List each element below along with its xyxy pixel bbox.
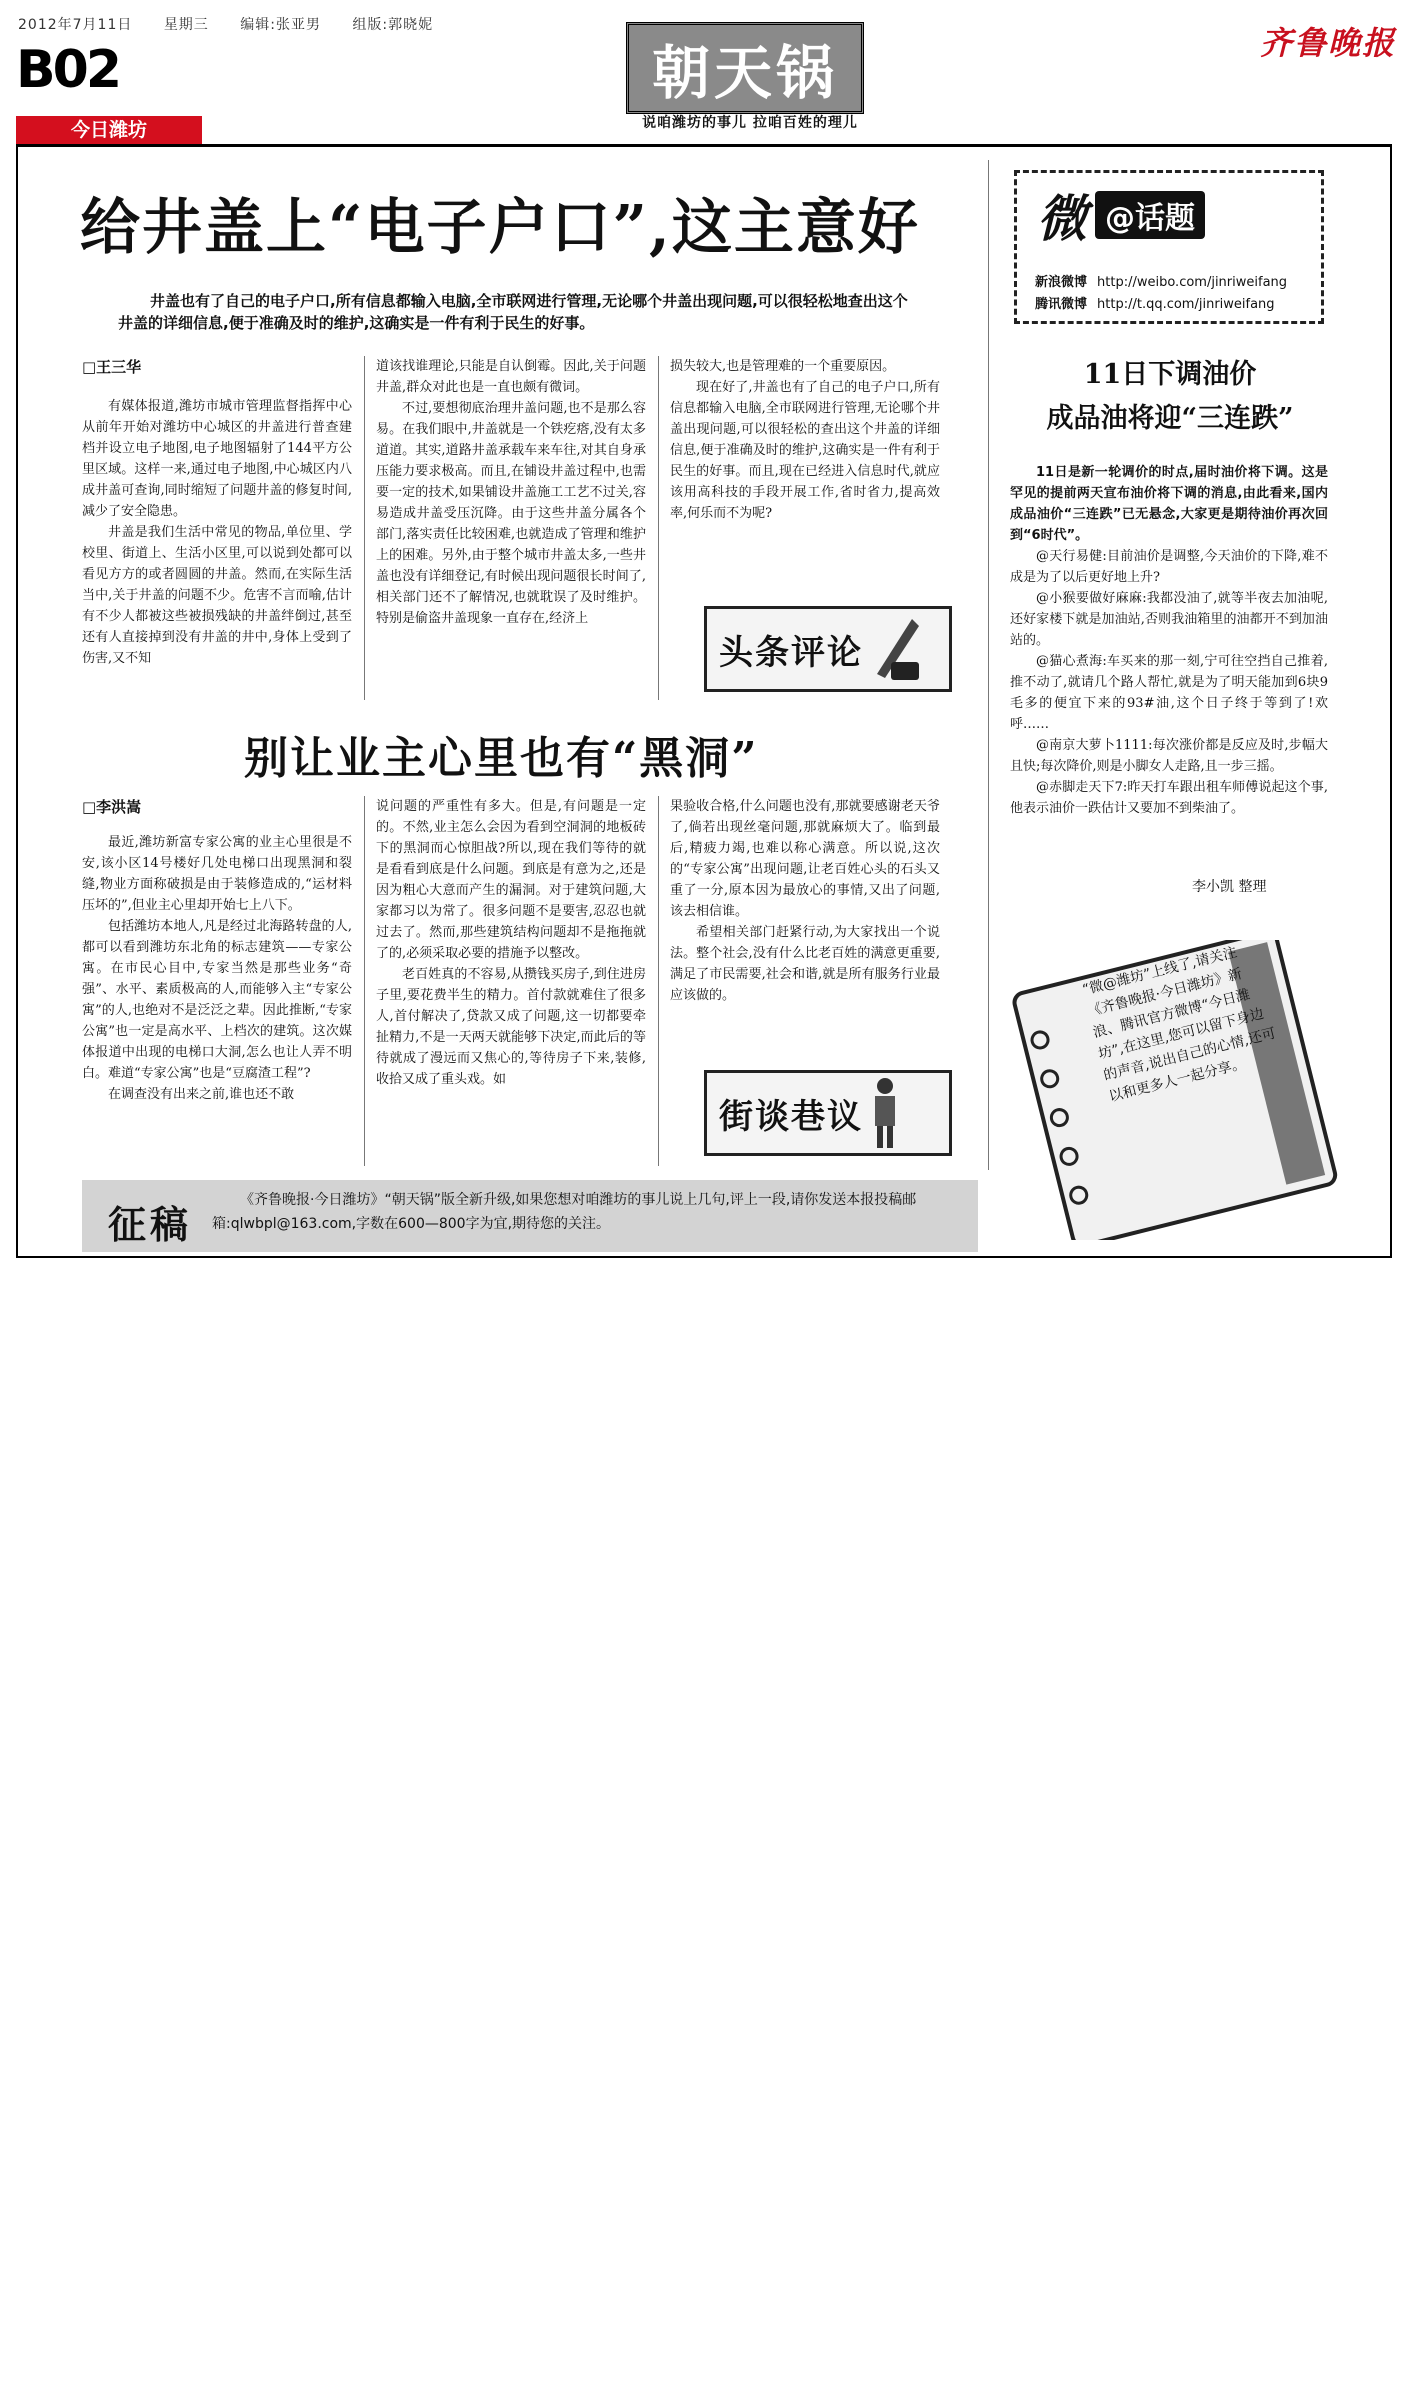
column-divider: [658, 796, 659, 1166]
paragraph: 损失较大,也是管理难的一个重要原因。: [670, 359, 896, 374]
right-title-2: 成品油将迎“三连跌”: [1046, 403, 1294, 434]
weibo-comment: @赤脚走天下7:昨天打车跟出租车师傅说起这个事,他表示油价一跌估计又要加不到柴油了。: [1010, 780, 1328, 816]
section-tag: 今日潍坊: [16, 116, 202, 144]
quill-ink-icon: [867, 614, 927, 684]
submission-text: 《齐鲁晚报·今日潍坊》“朝天锅”版全新升级,如果您想对咱潍坊的事儿说上几句,评上一段,请你发送本报投稿邮箱:qlwbpl@163.com,字数在600—800字为宜,期待您的关注。: [212, 1192, 917, 1232]
weibo-sina-line: [1035, 271, 1287, 290]
masthead-title: 朝天锅: [651, 39, 838, 107]
weibo-at-badge: @话题: [1095, 191, 1205, 239]
layout-credit: 组版:郭晓妮: [352, 17, 434, 33]
article1-column-3: [670, 356, 940, 524]
weibo-tencent-url[interactable]: http://t.qq.com/jinriweifang: [1097, 297, 1275, 312]
paragraph: 现在好了,井盖也有了自己的电子户口,所有信息都输入电脑,全市联网进行管理,无论哪个井盖出现问题,可以很轻松的查出这个井盖的详细信息,便于准确及时的维护,这确实是一件有利于民生的好事。而且,现在已经进入信息时代,就应该用高科技的手段开展工作,省时省力,提高效率,何乐而不为呢?: [670, 380, 940, 521]
paragraph: 老百姓真的不容易,从攒钱买房子,到住进房子里,要花费半生的精力。首付款就难住了很多人,首付解决了,贷款又成了问题,这一切都要牵扯精力,不是一天两天就能够下决定,而此后的等待就成了漫远而又焦心的,等待房子下来,装修,收拾又成了重头戏。如: [376, 967, 646, 1087]
article1-byline: □王三华: [82, 358, 142, 376]
right-column-text: [1010, 462, 1328, 819]
article2-column-2: [376, 796, 646, 1090]
masthead-logo: [626, 22, 864, 114]
masthead-subtitle: 说咱潍坊的事儿 拉咱百姓的理儿: [642, 115, 858, 131]
weibo-title: [1037, 181, 1307, 249]
right-column-divider: [988, 160, 989, 1170]
article2-headline: 别让业主心里也有“黑洞”: [244, 733, 759, 784]
weibo-topic-box: [1014, 170, 1324, 324]
speaker-figure-icon: [865, 1076, 905, 1150]
article2-byline: □李洪嵩: [82, 798, 142, 816]
article2-column-3: [670, 796, 940, 1006]
article2-column-1: [82, 832, 352, 1105]
article1-headline: 给井盖上“电子户口”,这主意好: [80, 193, 920, 263]
headline-comment-label: [704, 606, 952, 692]
article1-column-1: [82, 396, 352, 669]
street-talk-label: [704, 1070, 952, 1156]
weibo-sina-url[interactable]: http://weibo.com/jinriweifang: [1097, 275, 1288, 290]
label-text: 街谈巷议: [719, 1096, 863, 1137]
right-lead: 11日是新一轮调价的时点,届时油价将下调。这是罕见的提前两天宣布油价将下调的消息,由此看来,国内成品油价“三连跌”已无悬念,大家更是期待油价再次回到“6时代”。: [1010, 465, 1328, 543]
weibo-wei-char: 微: [1037, 189, 1087, 248]
paragraph: 最近,潍坊新富专家公寓的业主心里很是不安,该小区14号楼好几处电梯口出现黑洞和裂缝,物业方面称破损是由于装修造成的,“运材料压坏的”,但业主心里却开始七上八下。: [82, 835, 352, 913]
header-meta: [18, 14, 459, 34]
issue-weekday: 星期三: [163, 17, 209, 33]
weibo-comment: @天行易健:目前油价是调整,今天油价的下降,难不成是为了以后更好地上升?: [1010, 549, 1328, 585]
notebook-text: “微@潍坊”上线了,请关注《齐鲁晚报·今日潍坊》新浪、腾讯官方微博“今日潍坊”,在这里,您可以留下身边的声音,说出自己的心情,还可以和更多人一起分享。: [1080, 944, 1278, 1106]
newspaper-brand: 齐鲁晚报: [1260, 24, 1397, 62]
paragraph: 有媒体报道,潍坊市城市管理监督指挥中心从前年开始对潍坊中心城区的井盖进行普查建档并设立电子地图,电子地图辐射了144平方公里区域。这样一来,通过电子地图,中心城区内八成井盖可查询,同时缩短了问题井盖的修复时间,减少了安全隐患。: [82, 399, 352, 519]
compiler-signature: 李小凯 整理: [1192, 879, 1267, 895]
paragraph: 井盖是我们生活中常见的物品,单位里、学校里、街道上、生活小区里,可以说到处都可以看见方方的或者圆圆的井盖。然而,在实际生活当中,关于井盖的问题不少。危害不言而喻,估计有不少人都被这些被损残缺的井盖绊倒过,甚至还有人直接掉到没有井盖的井中,身体上受到了伤害,又不知: [82, 525, 352, 666]
page-number: B02: [16, 40, 119, 100]
issue-date: 2012年7月11日: [18, 17, 133, 33]
editor-credit: 编辑:张亚男: [240, 17, 321, 33]
paragraph: 果验收合格,什么问题也没有,那就要感谢老天爷了,倘若出现丝毫问题,那就麻烦大了。临到最后,精疲力竭,也难以称心满意。所以说,这次的“专家公寓”出现问题,让老百姓心头的石头又重了一分,原本因为最放心的事情,又出了问题,该去相信谁。: [670, 799, 940, 919]
weibo-sina-label: 新浪微博: [1035, 275, 1088, 290]
paragraph: 不过,要想彻底治理井盖问题,也不是那么容易。在我们眼中,井盖就是一个铁疙瘩,没有太多道道。其实,道路井盖承载车来车往,对其自身承压能力要求极高。而且,在铺设井盖过程中,也需要一定的技术,如果铺设井盖施工工艺不过关,容易造成井盖受压沉降。由于这些井盖分属各个部门,落实责任比较困难,也就造成了管理和维护上的困难。另外,由于整个城市井盖太多,一些井盖也没有详细登记,有时候出现问题很长时间了,相关部门还不了解情况,也就耽误了及时维护。特别是偷盗井盖现象一直存在,经济上: [376, 401, 646, 626]
label-text: 头条评论: [719, 632, 863, 673]
weibo-comment: @猫心煮海:车买来的那一刻,宁可往空挡自己推着,推不动了,就请几个路人帮忙,就是为了明天能加到6块9毛多的便宜下来的93#油,这个日子终于等到了!欢呼……: [1010, 654, 1328, 732]
column-divider: [364, 356, 365, 700]
column-divider: [658, 356, 659, 700]
paragraph: 包括潍坊本地人,凡是经过北海路转盘的人,都可以看到潍坊东北角的标志建筑——专家公寓。在市民心目中,专家当然是那些业务“奇强”、水平、素质极高的人,而能够入主“专家公寓”的人,也绝对不是泛泛之辈。因此推断,“专家公寓”也一定是高水平、上档次的建筑。这次媒体报道中出现的电梯口大洞,怎么也让人弄不明白。难道“专家公寓”也是“豆腐渣工程”?: [82, 919, 352, 1081]
right-title-1: 11日下调油价: [1083, 359, 1257, 390]
article1-column-2: [376, 356, 646, 629]
weibo-comment: @南京大萝卜1111:每次涨价都是反应及时,步幅大且快;每次降价,则是小脚女人走路,且一步三摇。: [1010, 738, 1328, 774]
article1-lead: 井盖也有了自己的电子户口,所有信息都输入电脑,全市联网进行管理,无论哪个井盖出现问题,可以很轻松地查出这个井盖的详细信息,便于准确及时的维护,这确实是一件有利于民生的好事。: [118, 292, 908, 332]
paragraph: 希望相关部门赶紧行动,为大家找出一个说法。整个社会,没有什么比老百姓的满意更重要,满足了市民需要,社会和谐,就是所有服务行业最应该做的。: [670, 925, 940, 1003]
paragraph: 道该找谁理论,只能是自认倒霉。因此,关于问题井盖,群众对此也是一直也颇有微词。: [376, 359, 646, 395]
submission-banner: [82, 1180, 978, 1252]
submission-label: 征稿: [108, 1202, 193, 1247]
notebook-illustration: [1000, 940, 1340, 1240]
paragraph: 说问题的严重性有多大。但是,有问题是一定的。不然,业主怎么会因为看到空洞洞的地板砖下的黑洞而心惊胆战?所以,现在我们等待的就是看看到底是什么问题。到底是有意为之,还是因为粗心大意而产生的漏洞。对于建筑问题,大家都习以为常了。很多问题不是要害,忍忍也就过去了。然而,那些建筑结构问题却不是拖拖就了的,必须采取必要的措施予以整改。: [376, 799, 646, 961]
weibo-tencent-line: [1035, 293, 1275, 312]
column-divider: [364, 796, 365, 1166]
weibo-tencent-label: 腾讯微博: [1035, 297, 1088, 312]
paragraph: 在调查没有出来之前,谁也还不敢: [108, 1087, 295, 1102]
weibo-comment: @小猴要做好麻麻:我都没油了,就等半夜去加油呢,还好家楼下就是加油站,否则我油箱里的油都开不到加油站的。: [1010, 591, 1328, 648]
